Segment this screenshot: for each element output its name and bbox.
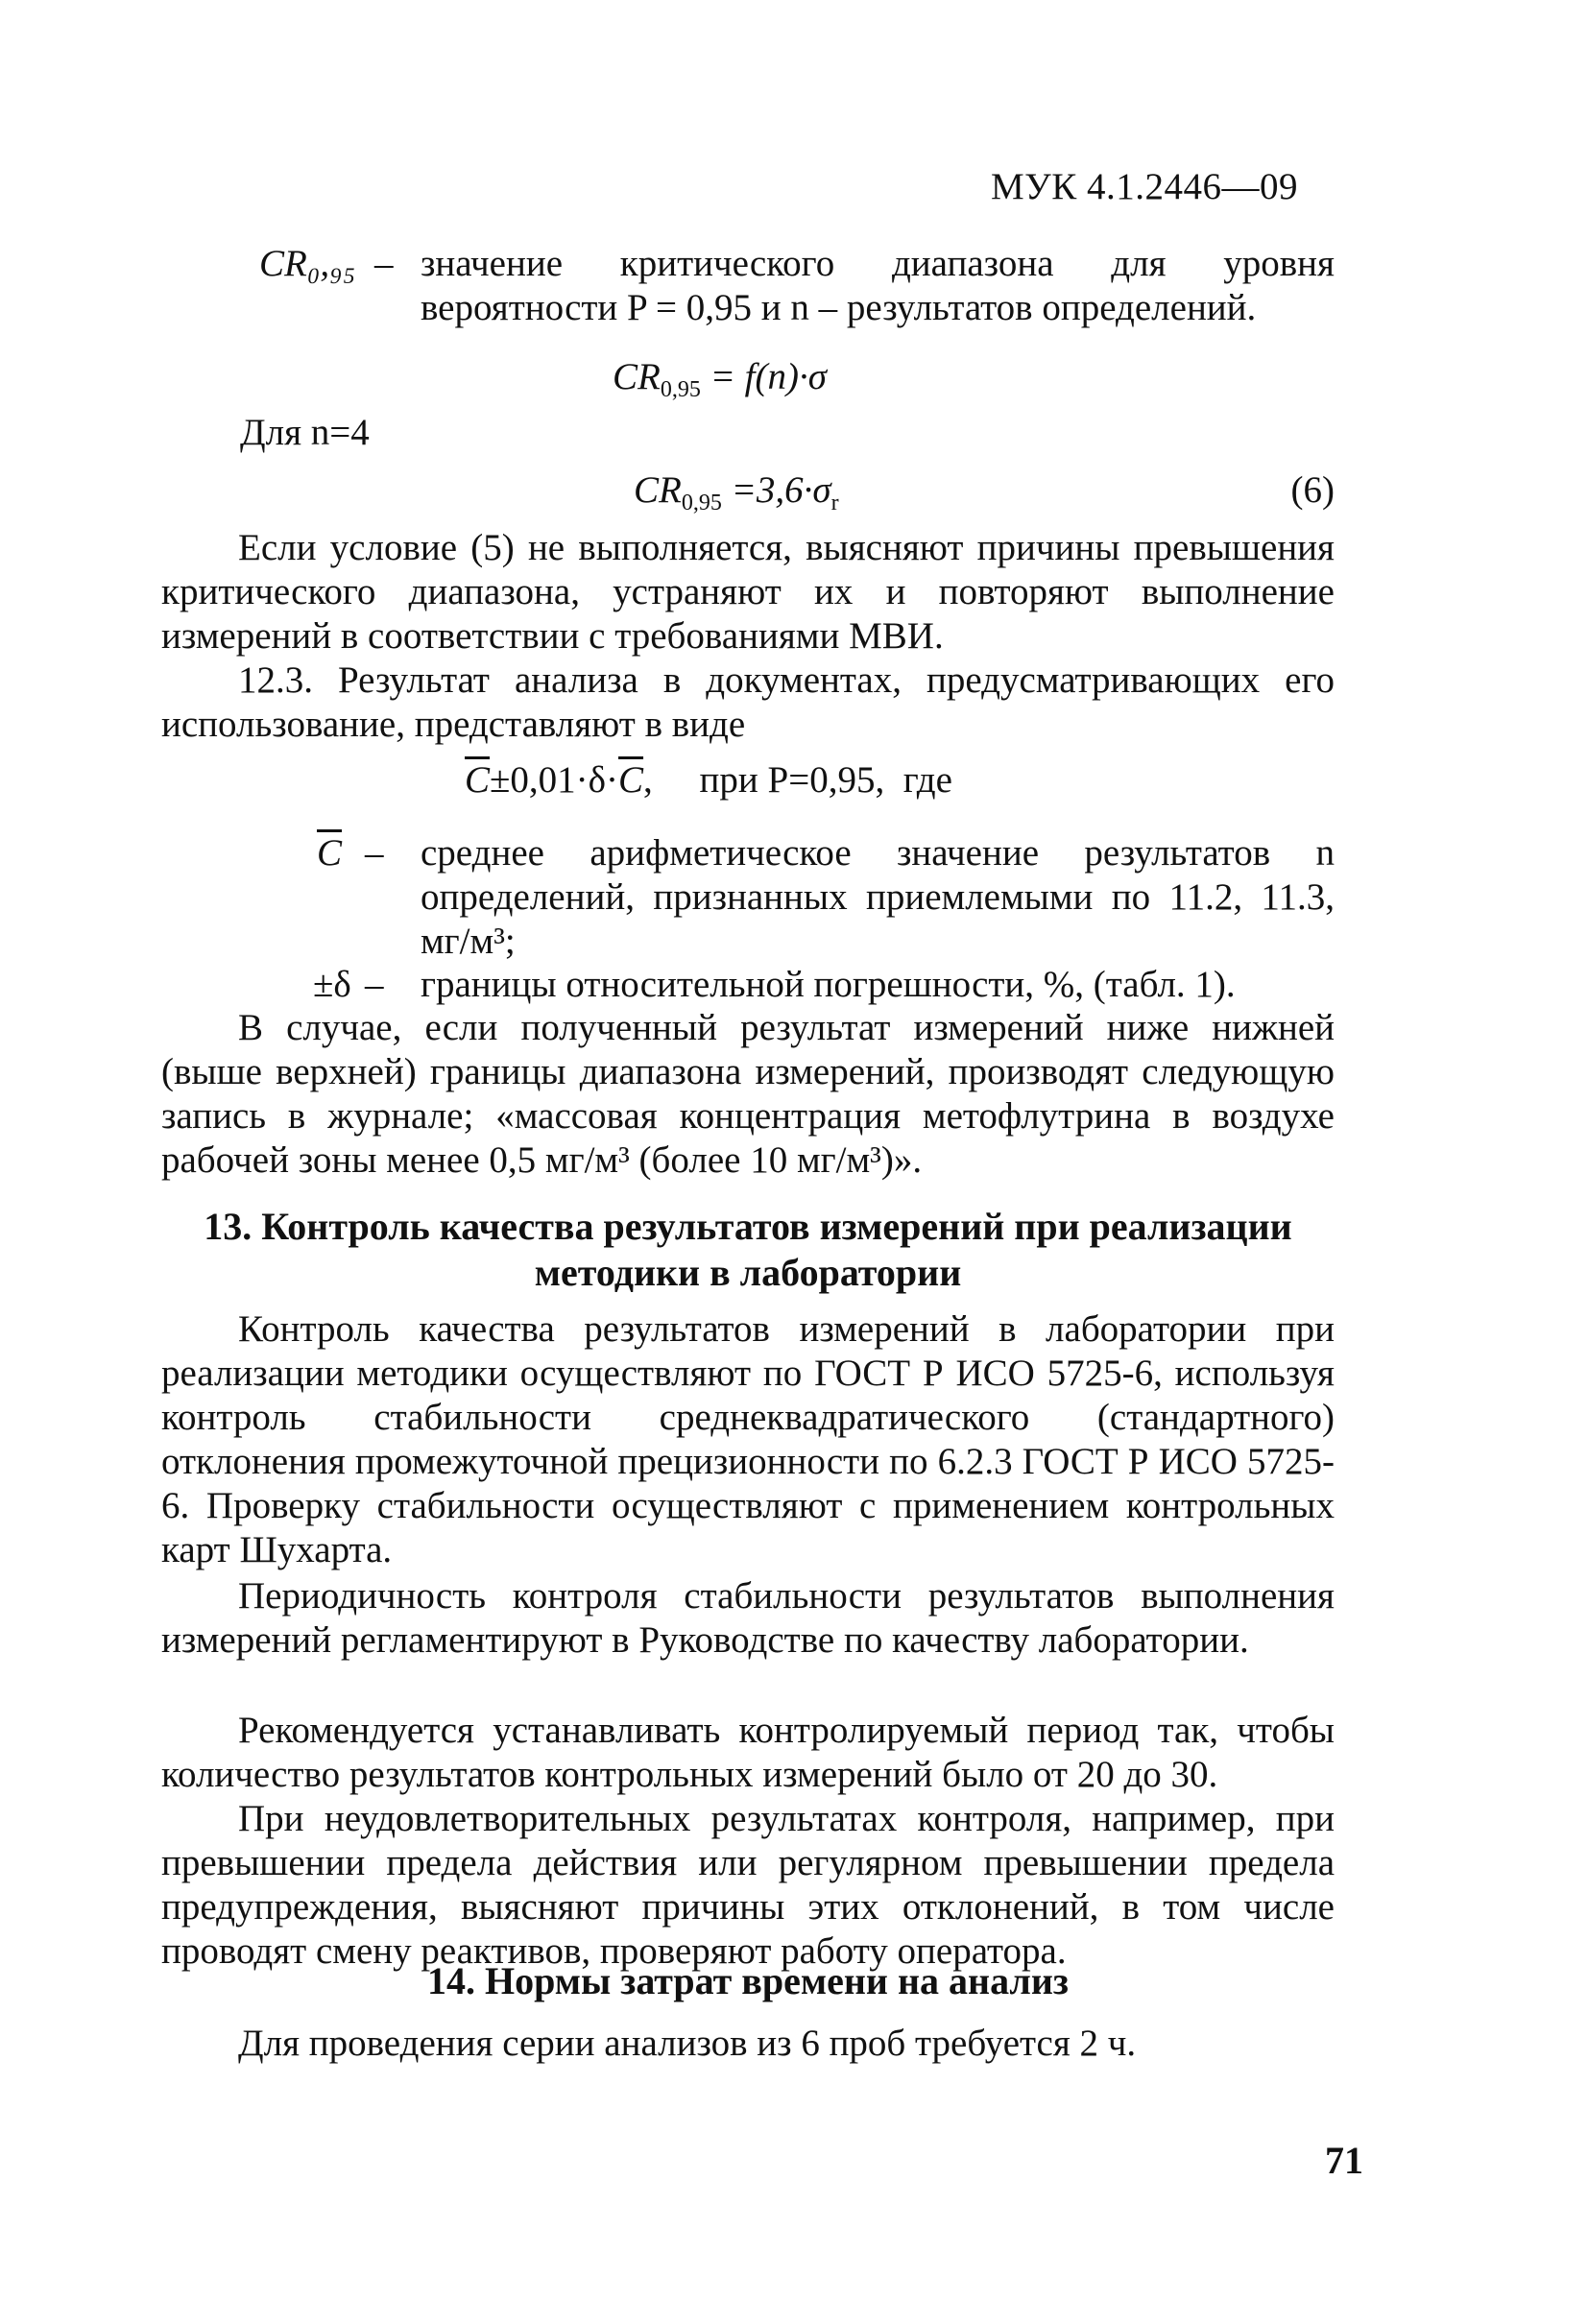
delta-dash: – xyxy=(365,964,384,1005)
section-13-paragraph-1: Контроль качества результатов измерений в лаборатории при реализации методики осуществляют по ГОСТ Р ИСО 5725-6, используя контроль стабильности среднеквадратического (стандартного) отклонения промежуточной прецизионности по 6.2.3 ГОСТ Р ИСО 5725-6. Проверку стабильности осуществляют с применением контрольных карт Шухарта. xyxy=(161,1308,1335,1570)
delta-definition-text: границы относительной погрешности, %, (табл. 1). xyxy=(421,964,1236,1005)
c-definition xyxy=(317,831,1335,966)
delta-symbol: ±δ xyxy=(313,964,351,1005)
formula-cr-general xyxy=(613,355,827,412)
cr-dash: – xyxy=(374,243,394,284)
formula-lhs: CR xyxy=(613,356,661,397)
document-code: МУК 4.1.2446—09 xyxy=(991,166,1299,207)
c-symbol: $\overline{C}$ xyxy=(317,832,343,874)
formula-n4-sub: 0,95 xyxy=(681,491,722,515)
section-13-paragraph-3: Рекомендуется устанавливать контролируемый период так, чтобы количество результатов контрольных измерений было от 20 до 30. xyxy=(161,1710,1335,1795)
equation-number: (6) xyxy=(1290,469,1335,511)
paragraph-12-3: 12.3. Результат анализа в документах, предусматривающих его использование, представляют в виде xyxy=(161,659,1335,745)
section-13-heading: 13. Контроль качества результатов измерений при реализации методики в лаборатории xyxy=(204,1205,1292,1294)
formula-rhs: = f(n)·σ xyxy=(710,356,827,397)
cr-symbol: CR₀,₉₅ xyxy=(259,243,356,284)
delta-definition xyxy=(313,963,1335,1009)
section-13-paragraph-2: Периодичность контроля стабильности результатов выполнения измерений регламентируют в Руководстве по качеству лаборатории. xyxy=(161,1575,1335,1661)
section-14-heading: 14. Нормы затрат времени на анализ xyxy=(427,1959,1069,2002)
result-c2: $\overline{C}$ xyxy=(618,759,644,801)
result-formula xyxy=(465,758,952,803)
cr-definition-text: значение критического диапазона для уровня вероятности P = 0,95 и n – результатов определений. xyxy=(421,243,1335,328)
n4-label: Для n=4 xyxy=(240,412,370,453)
cr-definition xyxy=(259,242,1335,334)
formula-n4-rhs-sub: r xyxy=(830,491,839,515)
result-tail: , при Р=0,95, где xyxy=(643,759,952,801)
c-dash: – xyxy=(365,832,384,874)
formula-cr-n4 xyxy=(634,468,839,525)
paragraph-condition: Если условие (5) не выполняется, выясняют причины превышения критического диапазона, устраняют их и повторяют выполнение измерений в соответствии с требованиями МВИ. xyxy=(161,527,1335,657)
page-number: 71 xyxy=(1325,2139,1363,2182)
formula-sub: 0,95 xyxy=(660,377,701,402)
result-mid: ±0,01·δ· xyxy=(490,759,619,801)
c-definition-text: среднее арифметическое значение результатов n определений, признанных приемлемыми по 11.2, 11.3, мг/м³; xyxy=(421,832,1335,962)
section-14-paragraph-1: Для проведения серии анализов из 6 проб требуется 2 ч. xyxy=(238,2023,1137,2064)
paragraph-case: В случае, если полученный результат измерений ниже нижней (выше верхней) границы диапазона измерений, производят следующую запись в журнале; «массовая концентрация метофлутрина в воздухе рабочей зоны менее 0,5 мг/м³ (более 10 мг/м³)». xyxy=(161,1007,1335,1181)
result-c: $\overline{C}$ xyxy=(465,759,491,801)
section-13-paragraph-4: При неудовлетворительных результатах контроля, например, при превышении предела действия или регулярном превышении предела предупреждения, выясняют причины этих отклонений, в том числе проводят смену реактивов, проверяют работу оператора. xyxy=(161,1798,1335,1972)
formula-n4-lhs: CR xyxy=(634,469,682,511)
formula-n4-rhs: =3,6·σ xyxy=(731,469,831,511)
